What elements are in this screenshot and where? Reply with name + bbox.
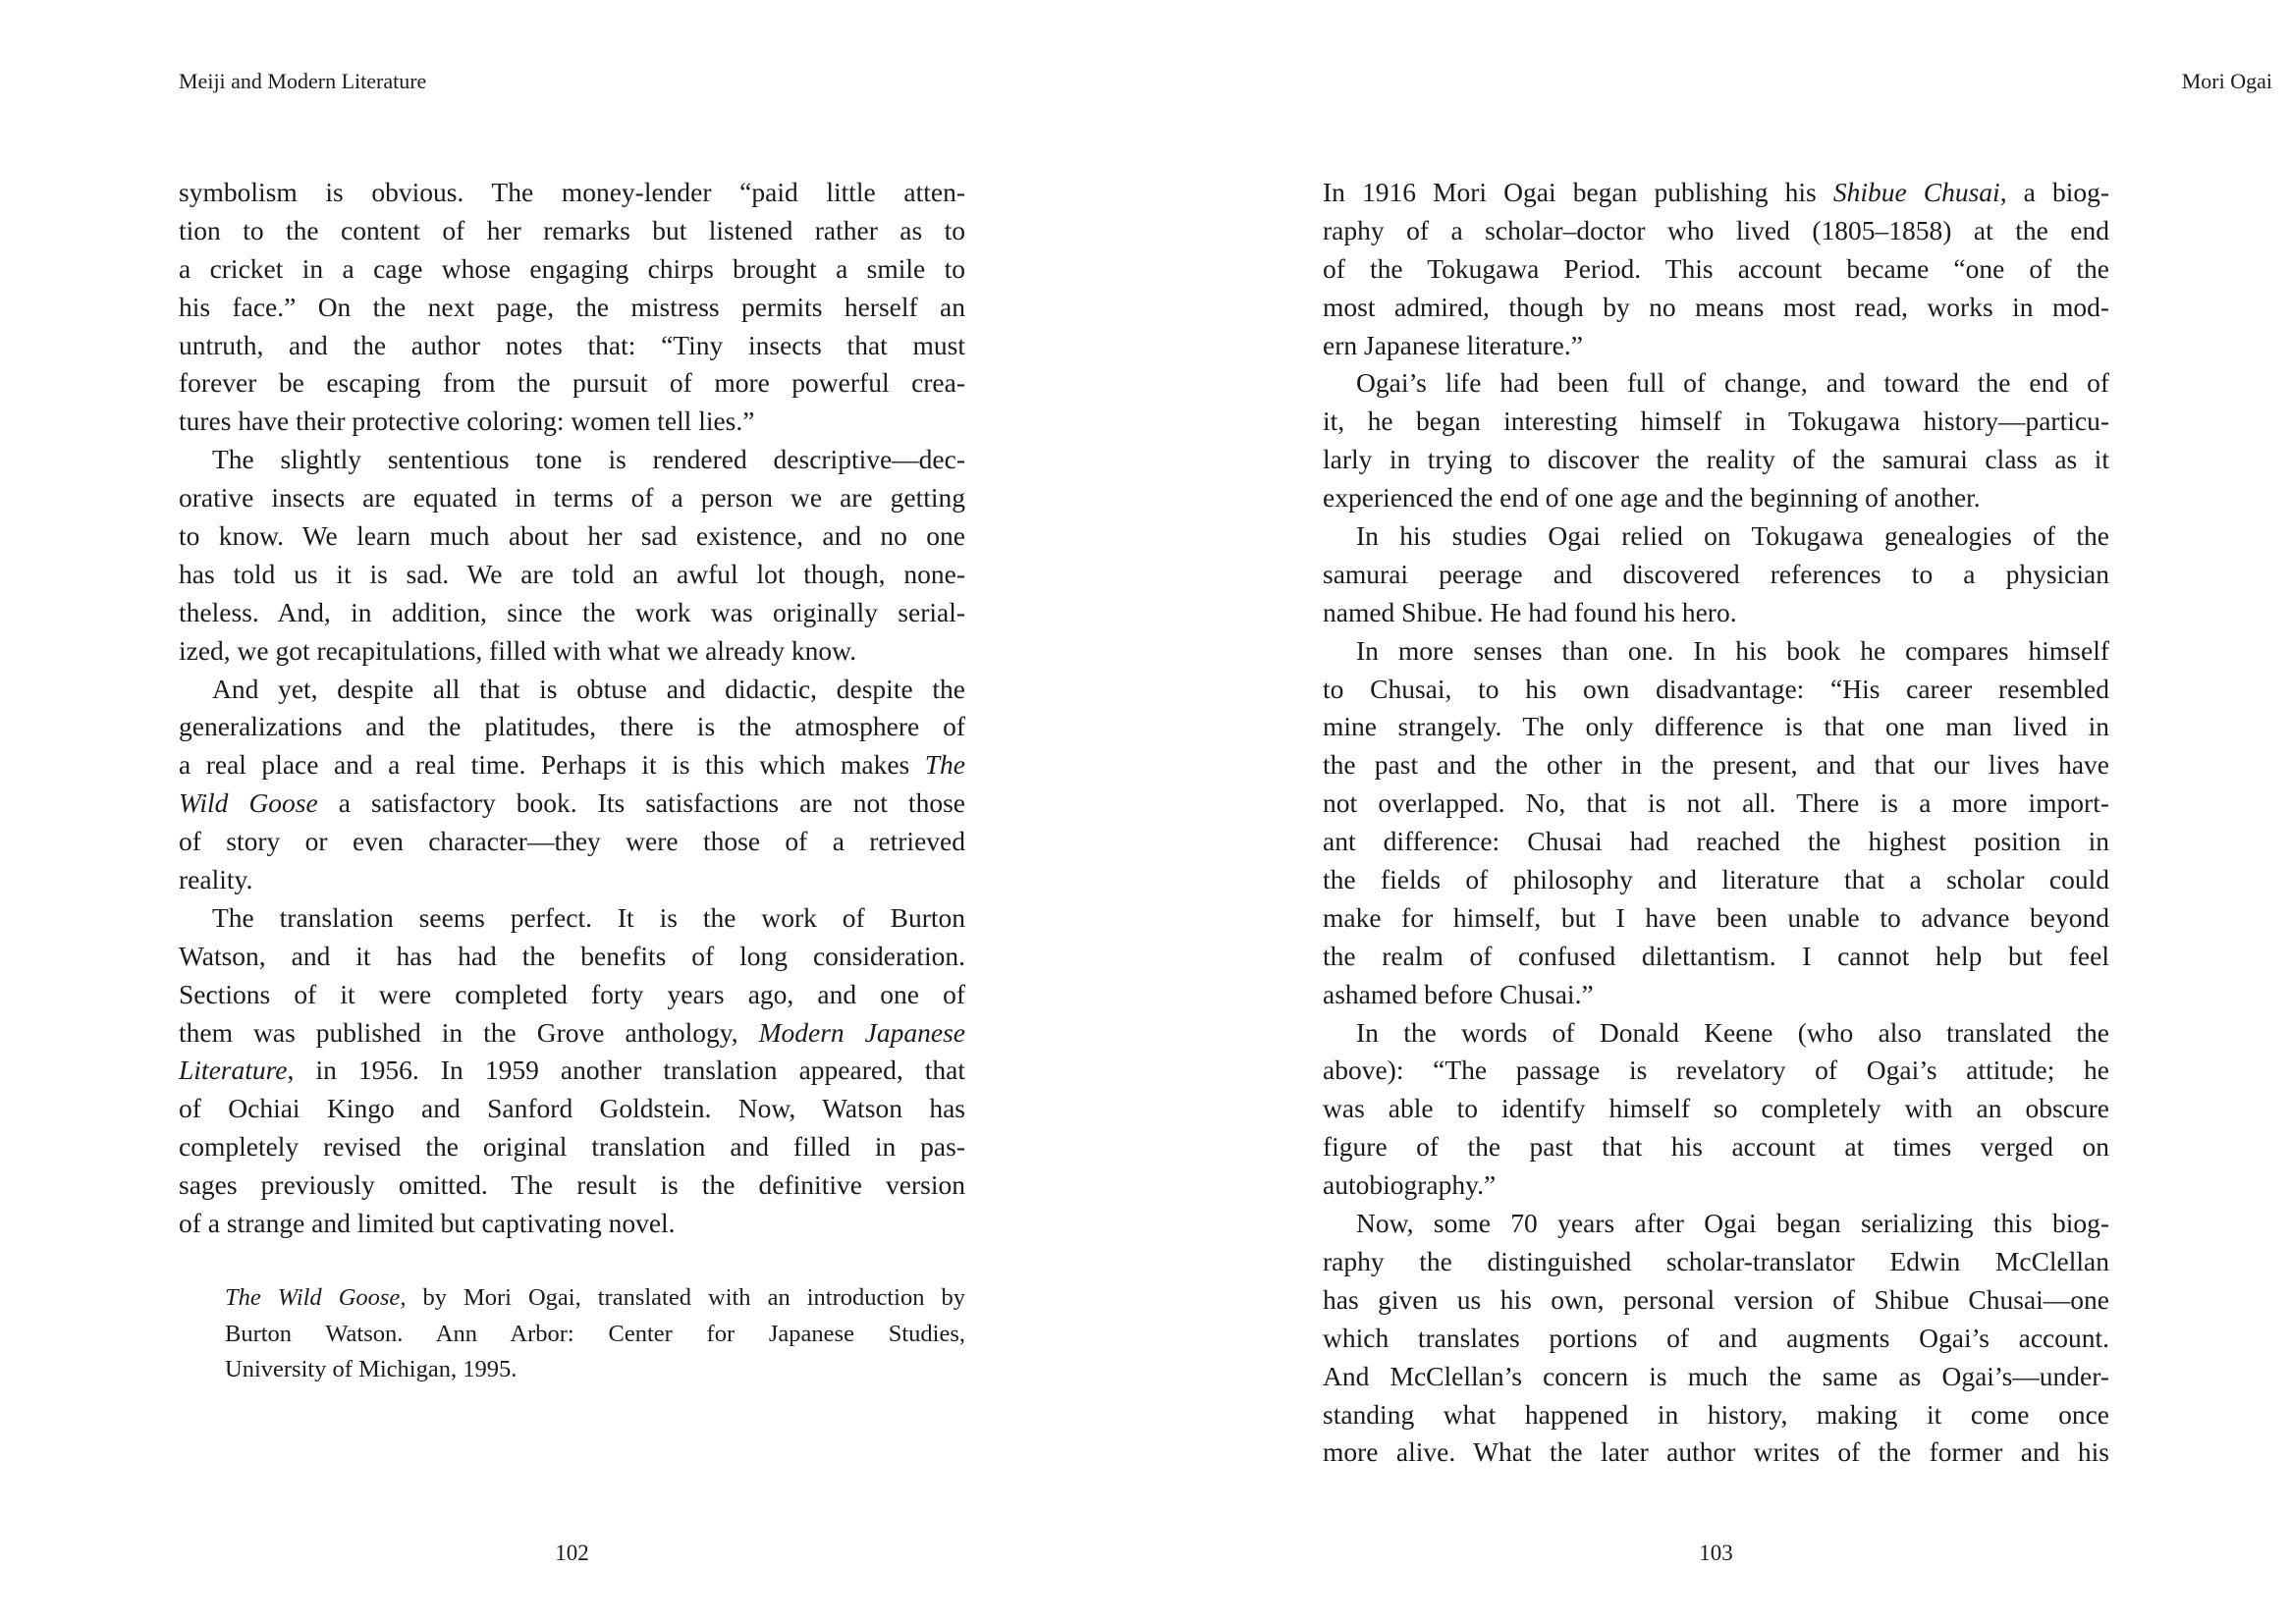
right-page <box>1144 0 2289 1624</box>
paragraph <box>1323 1014 2109 1205</box>
text-line <box>1323 899 2109 938</box>
text-run: ized, we got recapitulations, filled with what we already know. <box>179 634 857 666</box>
text-line <box>1323 289 2109 327</box>
text-run: his face.” On the next page, the mistress permits herself an <box>179 291 965 322</box>
text-line <box>179 938 965 976</box>
text-run: The slightly sententious tone is rendered descriptive—dec- <box>212 444 965 475</box>
text-line <box>1323 1052 2109 1090</box>
note-line <box>225 1352 965 1388</box>
text-line <box>179 1166 965 1205</box>
text-line <box>1323 556 2109 594</box>
text-run: the fields of philosophy and literature that a scholar could <box>1323 864 2109 895</box>
text-run: has told us it is sad. We are told an awful lot though, none- <box>179 558 965 589</box>
paragraph <box>1323 517 2109 632</box>
text-line <box>179 823 965 861</box>
text-run: Burton Watson. Ann Arbor: Center for Japanese Studies, <box>225 1320 965 1347</box>
text-run: standing what happened in history, making it come once <box>1323 1398 2109 1430</box>
text-line <box>1323 1320 2109 1358</box>
text-run: reality. <box>179 864 253 895</box>
text-run: The translation seems perfect. It is the work of Burton <box>212 901 965 933</box>
text-run: the past and the other in the present, and that our lives have <box>1323 749 2109 781</box>
text-line <box>1323 250 2109 289</box>
text-line <box>1323 746 2109 785</box>
text-line <box>179 364 965 403</box>
page-number-left: 102 <box>555 1541 589 1565</box>
text-line <box>1323 1090 2109 1128</box>
text-line <box>179 212 965 250</box>
text-run: tures have their protective coloring: women tell lies.” <box>179 406 755 437</box>
text-run: was able to identify himself so completely with an obscure <box>1323 1093 2109 1124</box>
text-run: untruth, and the author notes that: “Tiny insects that must <box>179 329 965 360</box>
text-run: tion to the content of her remarks but listened rather as to <box>179 214 965 245</box>
text-line <box>179 785 965 823</box>
text-run: ashamed before Chusai.” <box>1323 978 1594 1009</box>
text-run: , by Mori Ogai, translated with an introduction by <box>400 1284 965 1311</box>
text-line <box>179 1128 965 1166</box>
page-number-right: 103 <box>1699 1541 1733 1565</box>
text-line <box>179 1205 965 1243</box>
text-line <box>1323 632 2109 671</box>
italic-title: Modern Japanese <box>758 1016 965 1048</box>
text-line <box>179 403 965 441</box>
text-run: autobiography.” <box>1323 1169 1497 1201</box>
text-run: of a strange and limited but captivating novel. <box>179 1208 676 1239</box>
text-line <box>179 327 965 365</box>
text-run: forever be escaping from the pursuit of more powerful crea- <box>179 367 965 399</box>
text-line <box>179 632 965 671</box>
text-line <box>1323 327 2109 365</box>
text-run: it, he began interesting himself in Tokugawa history—particu- <box>1323 406 2109 437</box>
text-run: theless. And, in addition, since the work was originally serial- <box>179 596 965 627</box>
text-line <box>1323 479 2109 517</box>
text-line <box>1323 594 2109 632</box>
text-run: sages previously omitted. The result is the definitive version <box>179 1169 965 1201</box>
text-run: more alive. What the later author writes of the former and his <box>1323 1436 2109 1468</box>
text-run: them was published in the Grove anthology, <box>179 1016 759 1048</box>
text-run: And McClellan’s concern is much the same as Ogai’s—under- <box>1323 1360 2109 1391</box>
italic-title: The <box>924 749 965 781</box>
text-run: larly in trying to discover the reality of the samurai class as it <box>1323 444 2109 475</box>
text-run: In more senses than one. In his book he compares himself <box>1356 634 2109 666</box>
text-run: ern Japanese literature.” <box>1323 329 1583 360</box>
text-run: generalizations and the platitudes, there is the atmosphere of <box>179 711 965 742</box>
text-line <box>179 250 965 289</box>
text-line <box>179 174 965 212</box>
text-line <box>179 899 965 938</box>
text-line <box>179 671 965 709</box>
text-line <box>1323 364 2109 403</box>
text-line <box>1323 212 2109 250</box>
text-line <box>1323 785 2109 823</box>
note-line <box>225 1280 965 1317</box>
text-run: of story or even character—they were those of a retrieved <box>179 826 965 857</box>
paragraph <box>179 671 965 899</box>
text-line <box>1323 1358 2109 1396</box>
running-head-left: Meiji and Modern Literature <box>179 69 427 93</box>
text-run: , a biog- <box>1999 177 2109 207</box>
italic-title: The Wild Goose <box>225 1284 401 1311</box>
text-run: In his studies Ogai relied on Tokugawa genealogies of the <box>1356 520 2109 552</box>
text-run: orative insects are equated in terms of a person we are getting <box>179 482 965 514</box>
text-run: raphy the distinguished scholar-translator Edwin McClellan <box>1323 1245 2109 1276</box>
text-line <box>179 441 965 479</box>
text-line <box>1323 1166 2109 1205</box>
text-run: In the words of Donald Keene (who also translated the <box>1356 1016 2109 1048</box>
text-line <box>1323 1014 2109 1053</box>
text-run: Sections of it were completed forty years ago, and one of <box>179 978 965 1009</box>
text-run: not overlapped. No, that is not all. There is a more import- <box>1323 787 2109 819</box>
text-line <box>179 289 965 327</box>
text-run: , in 1956. In 1959 another translation appeared, that <box>287 1055 965 1086</box>
text-line <box>1323 976 2109 1014</box>
text-run: Now, some 70 years after Ogai began serializing this biog- <box>1356 1208 2109 1239</box>
text-line <box>1323 861 2109 899</box>
text-line <box>1323 823 2109 861</box>
text-line <box>1323 403 2109 441</box>
text-line <box>1323 1205 2109 1243</box>
text-line <box>179 1052 965 1090</box>
text-line <box>1323 1281 2109 1320</box>
text-line <box>1323 1396 2109 1435</box>
paragraph <box>1323 1205 2109 1472</box>
running-head-right: Mori Ogai <box>2181 69 2272 93</box>
text-line <box>1323 1243 2109 1281</box>
text-run: University of Michigan, 1995. <box>225 1356 518 1383</box>
text-run: most admired, though by no means most read, works in mod- <box>1323 291 2109 322</box>
text-line <box>179 479 965 517</box>
text-run: the realm of confused dilettantism. I cannot help but feel <box>1323 940 2109 971</box>
text-run: a satisfactory book. Its satisfactions are not those <box>317 787 965 819</box>
text-run: ant difference: Chusai had reached the highest position in <box>1323 826 2109 857</box>
text-line <box>179 1014 965 1053</box>
text-line <box>179 556 965 594</box>
text-run: raphy of a scholar–doctor who lived (1805–1858) at the end <box>1323 214 2109 245</box>
text-run: experienced the end of one age and the beginning of another. <box>1323 482 1981 514</box>
text-line <box>1323 671 2109 709</box>
text-run: of the Tokugawa Period. This account became “one of the <box>1323 252 2109 284</box>
text-line <box>1323 1434 2109 1472</box>
text-run: figure of the past that his account at times verged on <box>1323 1131 2109 1163</box>
text-line <box>1323 708 2109 746</box>
text-line <box>179 1090 965 1128</box>
right-page-body <box>1323 174 2109 1472</box>
text-run: to Chusai, to his own disadvantage: “His career resembled <box>1323 673 2109 704</box>
text-run: has given us his own, personal version of Shibue Chusai—one <box>1323 1283 2109 1315</box>
italic-title: Shibue Chusai <box>1832 177 2000 207</box>
paragraph <box>179 174 965 441</box>
text-run: Ogai’s life had been full of change, and toward the end of <box>1356 367 2109 399</box>
text-line <box>1323 174 2109 212</box>
text-run: make for himself, but I have been unable to advance beyond <box>1323 901 2109 933</box>
italic-title: Literature <box>179 1055 288 1086</box>
note-line <box>225 1317 965 1353</box>
text-line <box>179 861 965 899</box>
text-line <box>1323 938 2109 976</box>
paragraph <box>1323 364 2109 517</box>
text-run: a cricket in a cage whose engaging chirps brought a smile to <box>179 252 965 284</box>
text-line <box>179 708 965 746</box>
text-run: of Ochiai Kingo and Sanford Goldstein. Now, Watson has <box>179 1093 965 1124</box>
left-page <box>0 0 1144 1624</box>
text-run: completely revised the original translation and filled in pas- <box>179 1131 965 1163</box>
text-run: In 1916 Mori Ogai began publishing his <box>1323 177 1833 207</box>
paragraph <box>179 899 965 1243</box>
italic-title: Wild Goose <box>179 787 318 819</box>
text-run: to know. We learn much about her sad existence, and no one <box>179 520 965 552</box>
text-line <box>1323 1128 2109 1166</box>
text-run: samurai peerage and discovered references to a physician <box>1323 558 2109 589</box>
text-run: Watson, and it has had the benefits of long consideration. <box>179 940 965 971</box>
text-line <box>179 976 965 1014</box>
text-run: which translates portions of and augments Ogai’s account. <box>1323 1322 2109 1353</box>
text-line <box>1323 517 2109 556</box>
text-line <box>179 746 965 785</box>
text-run: a real place and a real time. Perhaps it is this which makes <box>179 749 925 781</box>
text-run: And yet, despite all that is obtuse and didactic, despite the <box>212 673 965 704</box>
text-run: mine strangely. The only difference is that one man lived in <box>1323 711 2109 742</box>
left-page-body <box>179 174 965 1243</box>
text-run: named Shibue. He had found his hero. <box>1323 596 1737 627</box>
text-line <box>1323 441 2109 479</box>
text-line <box>179 594 965 632</box>
bibliographic-note <box>225 1280 965 1388</box>
text-run: above): “The passage is revelatory of Ogai’s attitude; he <box>1323 1055 2109 1086</box>
text-line <box>179 517 965 556</box>
paragraph <box>179 441 965 670</box>
text-run: symbolism is obvious. The money-lender “paid little atten- <box>179 177 965 207</box>
paragraph <box>1323 174 2109 364</box>
paragraph <box>1323 632 2109 1014</box>
